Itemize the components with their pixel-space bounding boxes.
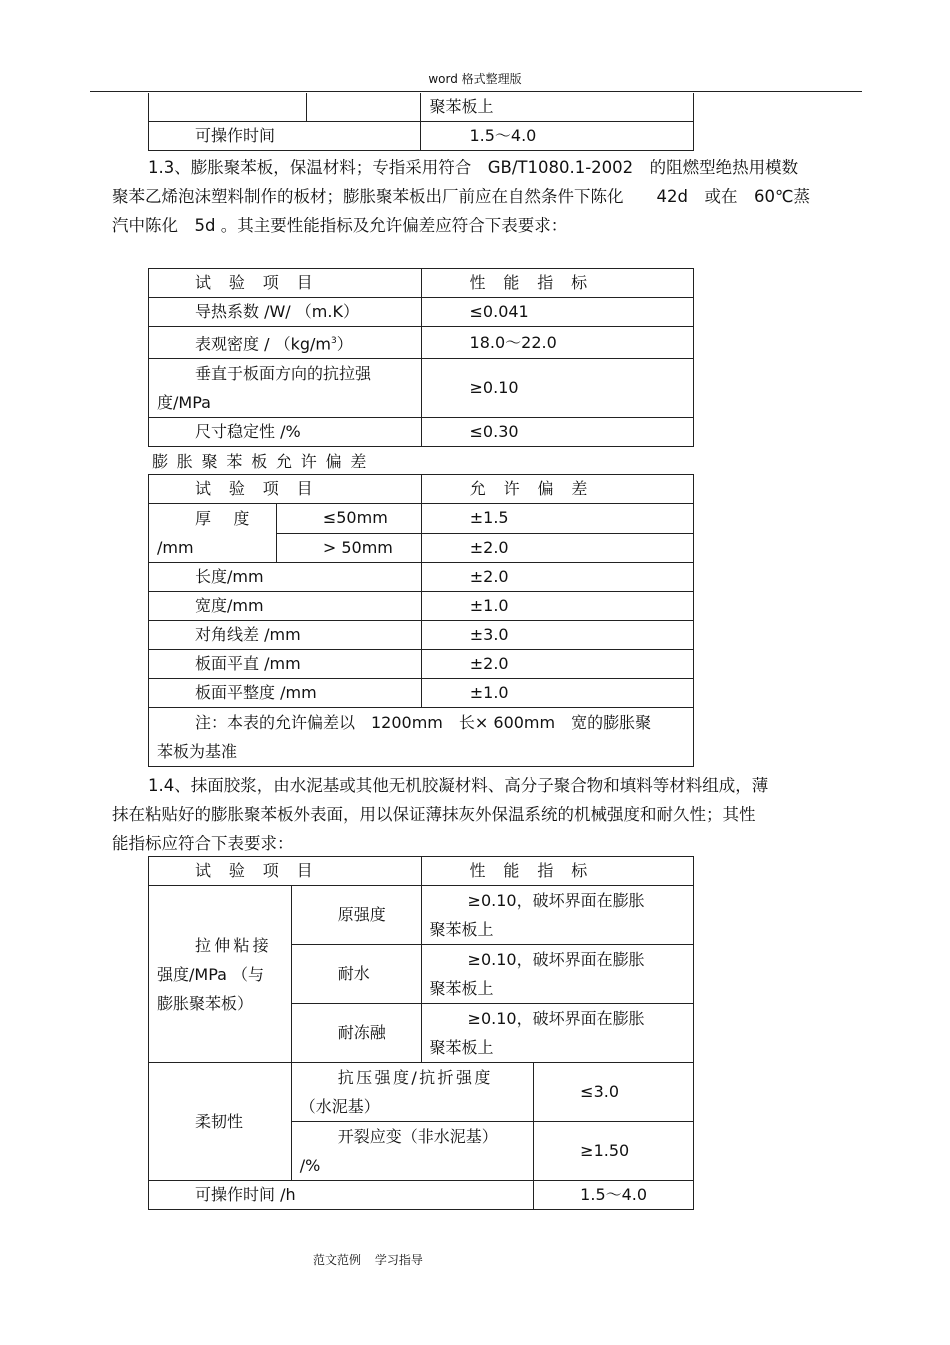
t1-r1-label: 导热系数 /W/ （m.K） xyxy=(149,298,422,327)
t3-bond-label xyxy=(149,886,292,1063)
header-rule xyxy=(90,91,862,92)
t3-water-line1: ≥0.10，破坏界面在膨胀 xyxy=(467,950,645,969)
para14-line3: 能指标应符合下表要求： xyxy=(112,834,294,853)
top-table xyxy=(148,93,694,151)
top-cell-value: 聚苯板上 xyxy=(421,93,694,122)
para13-line3: 汽中陈化 5d 。其主要性能指标及允许偏差应符合下表要求： xyxy=(112,216,568,235)
t3-crack-line2: /% xyxy=(299,1156,321,1175)
t2-flatness: 板面平整度 /mm xyxy=(149,679,422,708)
t2-width-value: ±1.0 xyxy=(421,592,693,621)
t3-water-value xyxy=(421,945,693,1004)
t3-bond-line2: 强度/MPa （与 xyxy=(157,964,265,984)
page-footer: 范文范例 学习指导 xyxy=(313,1253,423,1267)
t2-diagonal-value: ±3.0 xyxy=(421,621,693,650)
t2-thickness-line2: /mm xyxy=(157,538,194,557)
t3-ratio-label xyxy=(291,1063,533,1122)
t2-note-line1: 注：本表的允许偏差以 1200mm 长× 600mm 宽的膨胀聚 xyxy=(195,713,652,732)
t1-r3-label xyxy=(149,359,422,418)
performance-table xyxy=(148,268,694,447)
paragraph-1-3 xyxy=(112,153,860,240)
t1-r2-tail: ） xyxy=(336,334,353,354)
t3-water: 耐水 xyxy=(291,945,421,1004)
t3-bond-line3: 膨胀聚苯板） xyxy=(157,993,254,1013)
t3-ratio-line2: （水泥基） xyxy=(299,1097,380,1116)
t2-thickness-line1: 厚 度 xyxy=(195,509,253,528)
t3-freeze-value xyxy=(421,1004,693,1063)
page-header: word 格式整理版 xyxy=(428,72,522,86)
t3-crack-label xyxy=(291,1122,533,1181)
t3-water-line2: 聚苯板上 xyxy=(429,979,494,998)
t3-original-line1: ≥0.10，破坏界面在膨胀 xyxy=(467,891,645,910)
tolerance-table xyxy=(148,474,694,767)
top-cell-label: 可操作时间 xyxy=(149,122,421,151)
t1-r3-line1: 垂直于板面方向的抗拉强 xyxy=(195,364,372,384)
t1-r1-value: ≤0.041 xyxy=(421,298,693,327)
t2-length-value: ±2.0 xyxy=(421,563,693,592)
t3-freeze-line2: 聚苯板上 xyxy=(429,1038,494,1057)
t2-le50: ≤50mm xyxy=(276,504,421,534)
t3-time-label: 可操作时间 /h xyxy=(149,1181,534,1210)
t2-width: 宽度/mm xyxy=(149,592,422,621)
t3-flex-label: 柔韧性 xyxy=(149,1063,292,1181)
table2-caption: 膨胀聚苯板允许偏差 xyxy=(152,452,376,471)
t3-crack-value: ≥1.50 xyxy=(534,1122,694,1181)
t2-straight-value: ±2.0 xyxy=(421,650,693,679)
t2-gt50-value: ±2.0 xyxy=(421,533,693,563)
top-cell-time: 1.5～4.0 xyxy=(421,122,694,151)
t3-header-item: 试 验 项 目 xyxy=(149,857,422,886)
t2-header-tol: 允 许 偏 差 xyxy=(421,475,693,504)
t2-gt50: > 50mm xyxy=(276,533,421,563)
t3-freeze-line1: ≥0.10，破坏界面在膨胀 xyxy=(467,1009,645,1028)
top-cell-empty-2 xyxy=(306,93,421,122)
paragraph-1-4 xyxy=(112,771,860,858)
t3-ratio-value: ≤3.0 xyxy=(534,1063,694,1122)
t3-freeze: 耐冻融 xyxy=(291,1004,421,1063)
t3-ratio-line1: 抗压强度/抗折强度 xyxy=(337,1068,493,1087)
t1-r3-value: ≥0.10 xyxy=(421,359,693,418)
t3-crack-line1: 开裂应变（非水泥基） xyxy=(337,1127,498,1146)
t2-note-line2: 苯板为基准 xyxy=(157,742,238,761)
top-cell-empty-1 xyxy=(149,93,307,122)
t1-header-spec: 性 能 指 标 xyxy=(421,269,693,298)
t1-r2-sup: 3 xyxy=(330,336,337,346)
t2-note xyxy=(149,708,694,767)
t1-r4-value: ≤0.30 xyxy=(421,418,693,447)
para13-line1: 1.3、膨胀聚苯板，保温材料；专指采用符合 GB/T1080.1-2002 的阻燃型绝热用模数 xyxy=(148,158,799,177)
t3-bond-line1: 拉伸粘接 xyxy=(195,935,272,955)
mortar-table xyxy=(148,856,694,1210)
t1-r2-value: 18.0～22.0 xyxy=(421,327,693,359)
t2-straight: 板面平直 /mm xyxy=(149,650,422,679)
t1-r2-text: 表观密度 / （kg/m xyxy=(195,334,331,354)
t3-original: 原强度 xyxy=(291,886,421,945)
t3-time-value: 1.5～4.0 xyxy=(534,1181,694,1210)
t2-le50-value: ±1.5 xyxy=(421,504,693,534)
t3-original-value xyxy=(421,886,693,945)
t2-flatness-value: ±1.0 xyxy=(421,679,693,708)
t1-r4-label: 尺寸稳定性 /% xyxy=(149,418,422,447)
t3-header-spec: 性 能 指 标 xyxy=(421,857,693,886)
t1-r2-label xyxy=(149,327,422,359)
t2-thickness-label xyxy=(149,504,277,563)
t2-length: 长度/mm xyxy=(149,563,422,592)
t3-original-line2: 聚苯板上 xyxy=(429,920,494,939)
t2-diagonal: 对角线差 /mm xyxy=(149,621,422,650)
para14-line2: 抹在粘贴好的膨胀聚苯板外表面，用以保证薄抹灰外保温系统的机械强度和耐久性；其性 xyxy=(112,805,756,824)
para13-line2: 聚苯乙烯泡沫塑料制作的板材；膨胀聚苯板出厂前应在自然条件下陈化 42d 或在 60℃蒸 xyxy=(112,187,810,206)
para14-line1: 1.4、抹面胶浆，由水泥基或其他无机胶凝材料、高分子聚合物和填料等材料组成，薄 xyxy=(148,776,769,795)
t2-header-item: 试 验 项 目 xyxy=(149,475,422,504)
t1-header-item: 试 验 项 目 xyxy=(149,269,422,298)
t1-r3-line2: 度/MPa xyxy=(157,393,211,413)
